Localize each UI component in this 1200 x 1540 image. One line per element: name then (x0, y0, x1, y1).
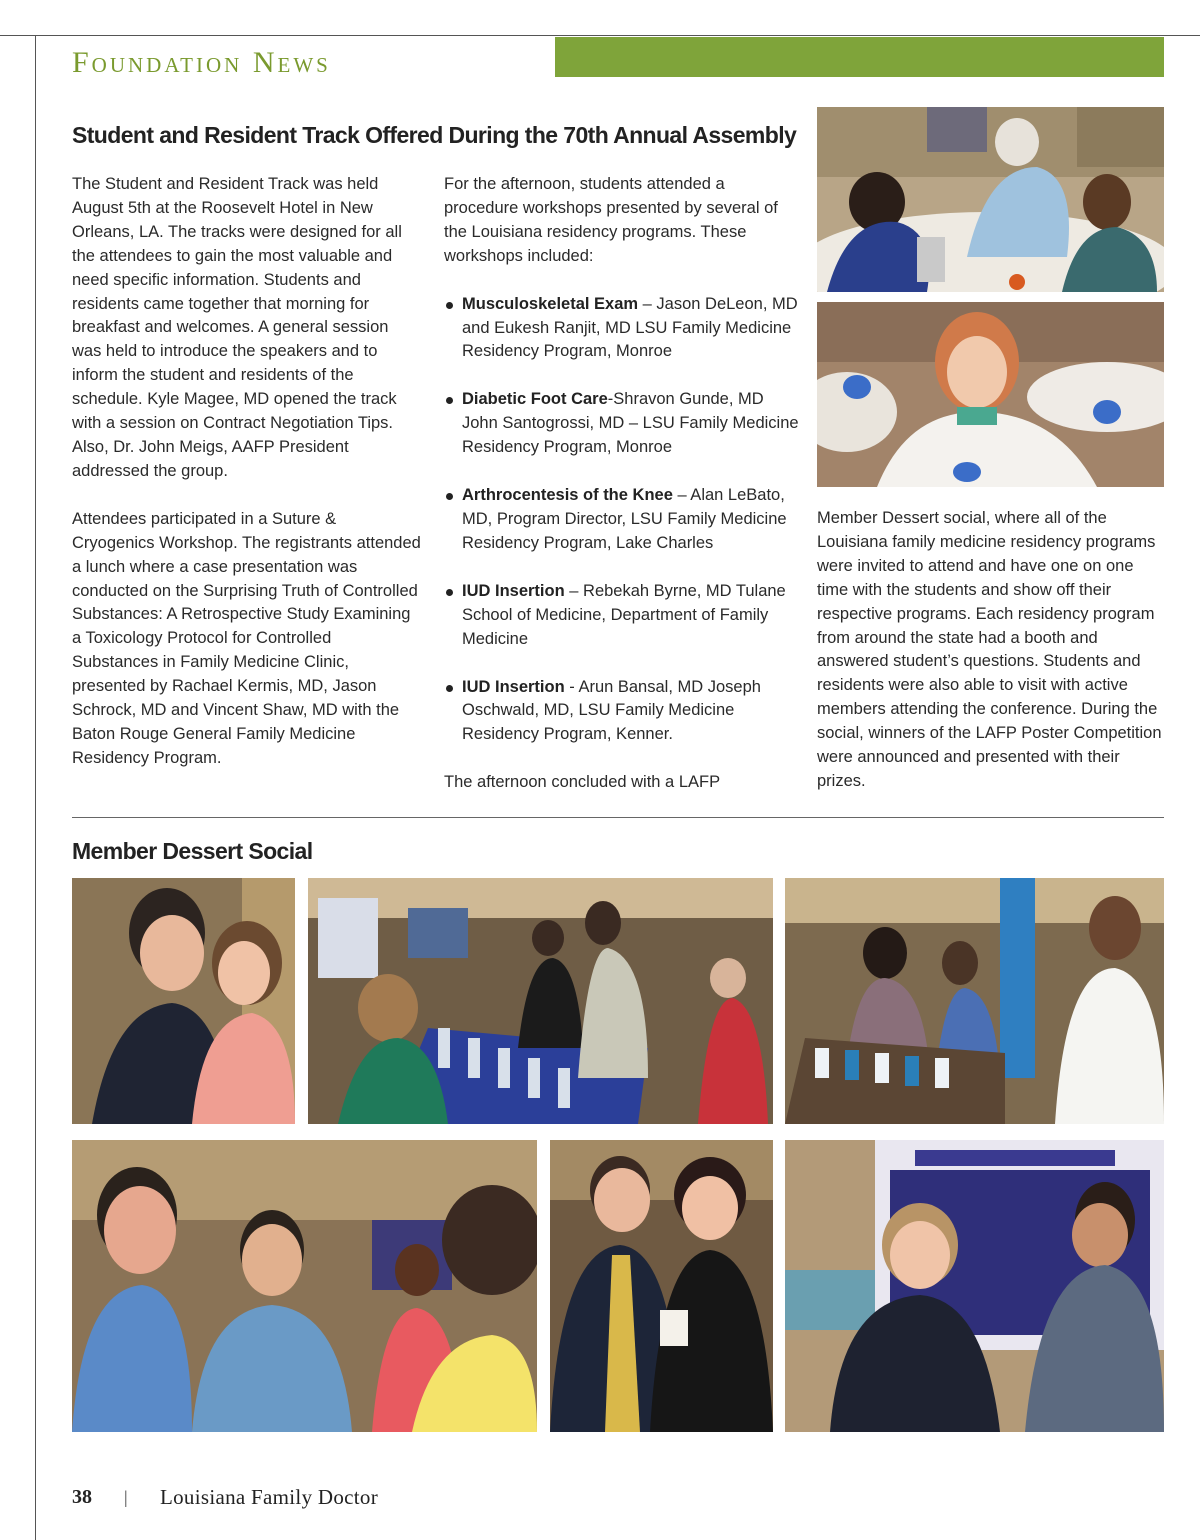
workshop-title: IUD Insertion (462, 581, 565, 600)
header-accent-bar (555, 37, 1164, 77)
photo-couple-2 (550, 1140, 773, 1432)
workshop-detail: -Shravon Gunde, MD John Santogrossi, MD – LSU Family Medicine Residency Program, Monroe (462, 390, 799, 457)
article-column-1 (72, 173, 422, 771)
bullet-icon (446, 397, 453, 404)
photo-poster-discussion (785, 1140, 1164, 1432)
top-rule (0, 35, 1200, 36)
workshop-item (444, 580, 799, 652)
left-rule (35, 35, 36, 1540)
article-paragraph: The Student and Resident Track was held August 5th at the Roosevelt Hotel in New Orleans, LA. The tracks were designed for all the attendees to gain the most valuable and need specific information. Students and residents came together that morning for breakfast and welcomes. A general session was held to introduce the speakers and to inform the student and residents of the schedule. Kyle Magee, MD opened the track with a session on Contract Negotiation Tips. Also, Dr. John Meigs, AAFP President addressed the group. (72, 175, 402, 480)
workshop-title: IUD Insertion (462, 677, 565, 696)
workshop-title: Diabetic Foot Care (462, 390, 608, 409)
bullet-icon (446, 302, 453, 309)
bullet-icon (446, 493, 453, 500)
workshop-title: Arthrocentesis of the Knee (462, 486, 673, 505)
workshop-detail: – Jason DeLeon, MD and Eukesh Ranjit, MD LSU Family Medicine Residency Program, Monroe (462, 294, 798, 361)
section-label: Foundation News (72, 46, 331, 79)
photo-group-laughing (72, 1140, 537, 1432)
gallery-heading: Member Dessert Social (72, 838, 313, 864)
photo-workshop-table (817, 107, 1164, 292)
bullet-icon (446, 685, 453, 692)
article-paragraph: Attendees participated in a Suture & Cryogenics Workshop. The registrants attended a lunch where a case presentation was conducted on the Surprising Truth of Controlled Substances: A Retrospective Study Examining a Toxicology Protocol for Controlled Substances in Family Medicine Clinic, presented by Rachael Kermis, MD, Jason Schrock, MD and Vincent Shaw, MD with the Baton Rouge General Family Medicine Residency Program. (72, 509, 421, 767)
article-column-2 (444, 173, 799, 795)
photo-booth-crowd (308, 878, 773, 1124)
footer-separator: | (124, 1487, 128, 1507)
article-paragraph: For the afternoon, students attended a procedure workshops presented by several of the Louisiana residency programs. These workshops included: (444, 175, 778, 265)
workshop-item (444, 484, 799, 556)
workshop-item (444, 676, 799, 748)
workshop-detail: – Alan LeBato, MD, Program Director, LSU Family Medicine Residency Program, Lake Charles (462, 486, 787, 552)
photo-booth-conversation (785, 878, 1164, 1124)
publication-title: Louisiana Family Doctor (160, 1485, 379, 1509)
workshop-item (444, 293, 799, 365)
photo-couple-1 (72, 878, 295, 1124)
workshop-list (444, 293, 799, 748)
workshop-detail: - Arun Bansal, MD Joseph Oschwald, MD, LSU Family Medicine Residency Program, Kenner. (462, 677, 761, 744)
workshop-item (444, 388, 799, 460)
photo-student-workshop (817, 302, 1164, 487)
article-column-3 (817, 507, 1167, 794)
article-paragraph: The afternoon concluded with a LAFP (444, 773, 721, 792)
page-number: 38 (72, 1486, 92, 1508)
article-paragraph: Member Dessert social, where all of the Louisiana family medicine residency programs were invited to attend and have one on one time with the students and show off their respective programs. Each residency program from around the state had a booth and answered student’s questions. Students and residents were also able to visit with active members attending the conference. During the social, winners of the LAFP Poster Competition were announced and presented with their prizes. (817, 509, 1162, 790)
section-divider (72, 817, 1164, 818)
workshop-title: Musculoskeletal Exam (462, 294, 639, 313)
workshop-detail: – Rebekah Byrne, MD Tulane School of Medicine, Department of Family Medicine (462, 581, 786, 648)
bullet-icon (446, 589, 453, 596)
article-headline: Student and Resident Track Offered During the 70th Annual Assembly (72, 122, 797, 148)
